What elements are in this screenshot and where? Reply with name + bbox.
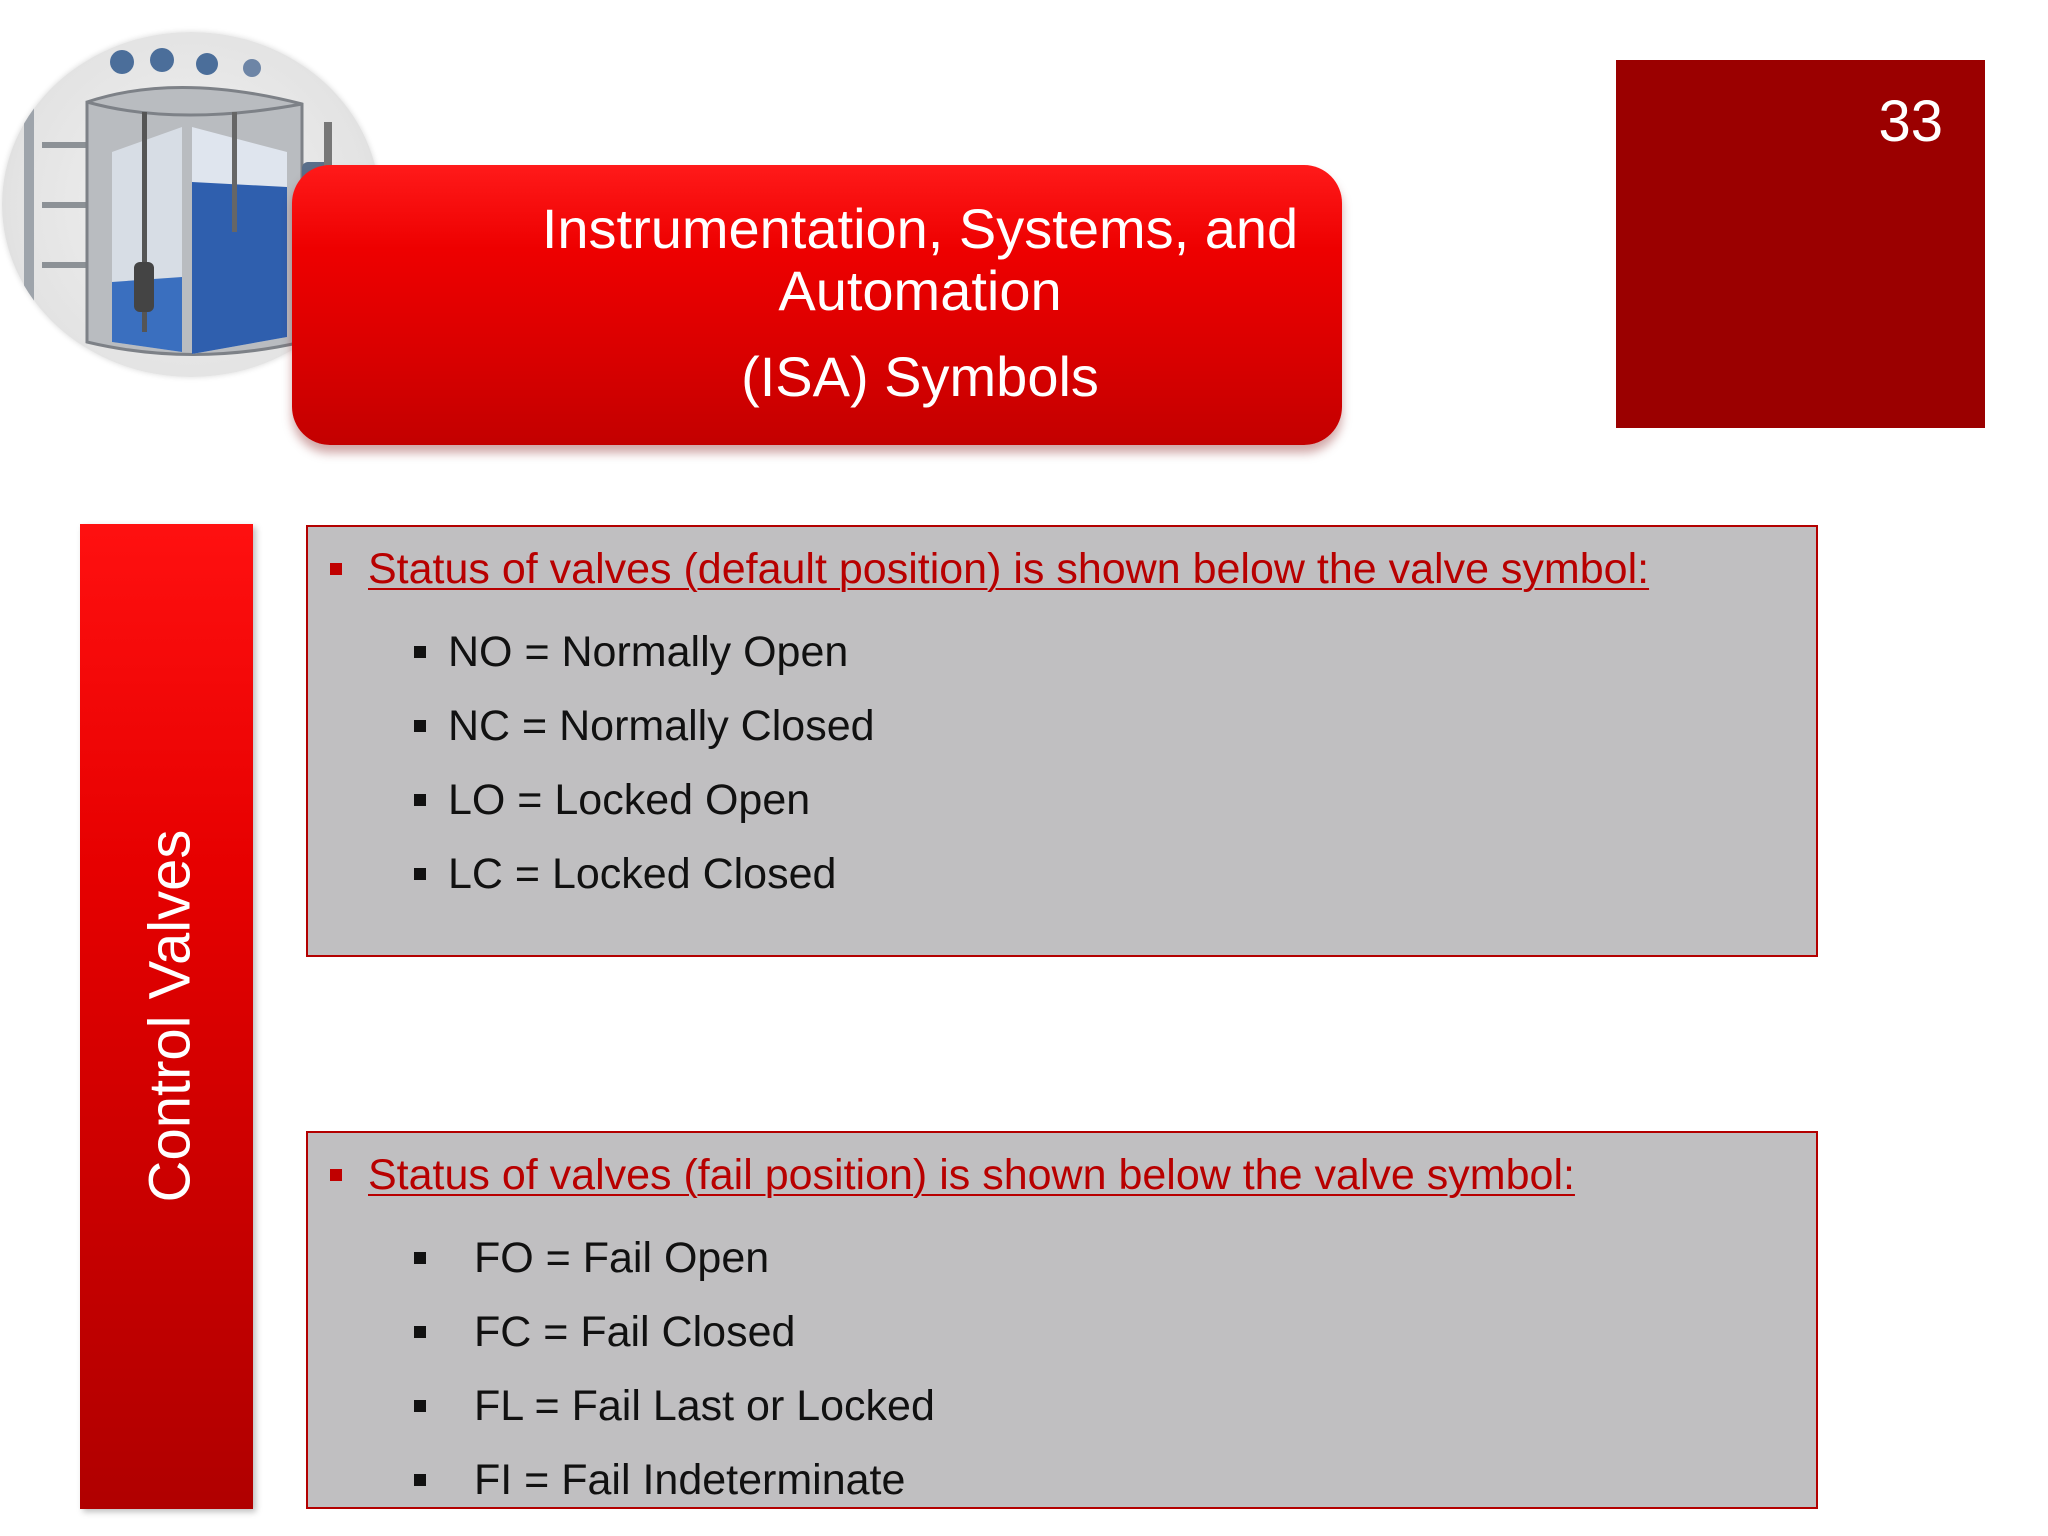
list-item-text: FL = Fail Last or Locked: [474, 1381, 935, 1430]
list-item: [414, 689, 875, 763]
page-number-box: [1616, 60, 1985, 428]
fail-position-heading: Status of valves (fail position) is shown below the valve symbol:: [368, 1151, 1575, 1199]
default-position-list: [414, 615, 875, 911]
square-bullet-icon: [330, 563, 342, 575]
square-bullet-icon: [414, 1252, 426, 1264]
list-item-text: FO = Fail Open: [474, 1233, 770, 1282]
list-item: [414, 615, 875, 689]
title-line-3: (ISA) Symbols: [741, 345, 1099, 408]
side-label: Control Valves: [137, 829, 203, 1203]
list-item: [414, 1221, 935, 1295]
default-position-heading-row: [330, 545, 1649, 594]
square-bullet-icon: [330, 1169, 342, 1181]
list-item-text: NO = Normally Open: [448, 627, 849, 676]
square-bullet-icon: [414, 1326, 426, 1338]
square-bullet-icon: [414, 794, 426, 806]
default-position-heading: Status of valves (default position) is shown below the valve symbol:: [368, 545, 1650, 593]
list-item: [414, 763, 875, 837]
fail-position-list: [414, 1221, 935, 1517]
list-item: [414, 837, 875, 911]
title-line-1: Instrumentation, Systems, and: [541, 197, 1299, 260]
list-item: [414, 1443, 935, 1517]
list-item-text: FI = Fail Indeterminate: [474, 1455, 906, 1504]
square-bullet-icon: [414, 1474, 426, 1486]
title-line-2: Automation: [778, 259, 1062, 322]
square-bullet-icon: [414, 720, 426, 732]
fail-position-heading-row: [330, 1151, 1575, 1200]
page-number: 33: [1878, 89, 1943, 154]
list-item: [414, 1295, 935, 1369]
page-title: [470, 198, 1370, 408]
list-item-text: LO = Locked Open: [448, 775, 811, 824]
default-position-box: [306, 525, 1818, 957]
list-item-text: FC = Fail Closed: [474, 1307, 796, 1356]
square-bullet-icon: [414, 868, 426, 880]
list-item-text: LC = Locked Closed: [448, 849, 837, 898]
fail-position-box: [306, 1131, 1818, 1509]
square-bullet-icon: [414, 1400, 426, 1412]
list-item-text: NC = Normally Closed: [448, 701, 875, 750]
square-bullet-icon: [414, 646, 426, 658]
list-item: [414, 1369, 935, 1443]
